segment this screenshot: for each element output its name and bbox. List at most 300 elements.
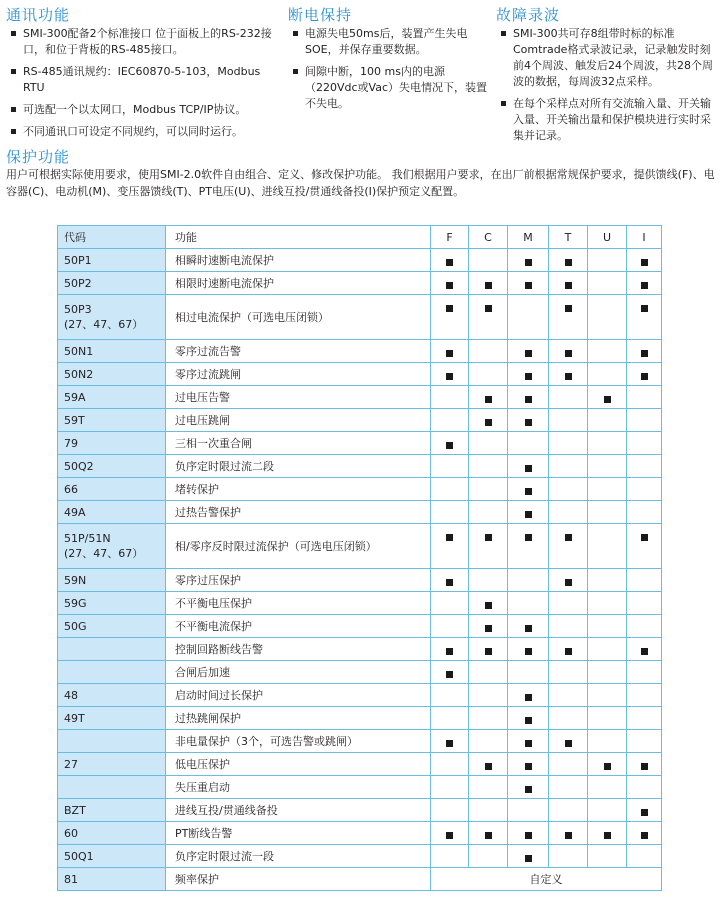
table-row	[58, 684, 662, 707]
table-row	[58, 524, 662, 569]
cell-type-m	[508, 776, 549, 799]
checkmark-square-icon	[446, 442, 453, 449]
cell-type-c	[469, 295, 508, 340]
cell-type-u	[588, 409, 627, 432]
cell-function: 三相一次重合闸	[166, 432, 431, 455]
list-item: SMI-300共可存8组带时标的标准Comtrade格式录波记录，记录触发时刻前4个周波、触发后24个周波，共28个周波的数据，每周波32点采样。	[497, 26, 717, 90]
checkmark-square-icon	[565, 282, 572, 289]
cell-type-m	[508, 363, 549, 386]
checkmark-square-icon	[485, 419, 492, 426]
code-text: 50P2	[64, 276, 92, 290]
table-row	[58, 409, 662, 432]
code-text: 79	[64, 436, 78, 450]
code-text: 59A	[64, 390, 86, 404]
cell-type-i	[627, 799, 662, 822]
cell-function: 启动时间过长保护	[166, 684, 431, 707]
cell-type-u	[588, 249, 627, 272]
checkmark-square-icon	[446, 534, 453, 541]
cell-function: 零序过压保护	[166, 569, 431, 592]
cell-type-t	[549, 409, 588, 432]
cell-type-i	[627, 753, 662, 776]
cell-code	[58, 776, 166, 799]
checkmark-square-icon	[604, 763, 611, 770]
cell-type-u	[588, 684, 627, 707]
checkmark-square-icon	[565, 534, 572, 541]
section-title-communication: 通讯功能	[6, 6, 71, 24]
cell-type-t	[549, 432, 588, 455]
cell-type-i	[627, 615, 662, 638]
checkmark-square-icon	[525, 625, 532, 632]
checkmark-square-icon	[604, 832, 611, 839]
cell-type-f	[431, 615, 469, 638]
code-text: 60	[64, 826, 78, 840]
checkmark-square-icon	[641, 832, 648, 839]
cell-function: 进线互投/贯通线备投	[166, 799, 431, 822]
cell-type-u	[588, 295, 627, 340]
cell-type-u	[588, 386, 627, 409]
section-title-power-retention: 断电保持	[288, 6, 353, 24]
list-item: 间隙中断，100 ms内的电源（220Vdc或Vac）失电情况下，装置不失电。	[289, 64, 489, 112]
code-text: BZT	[64, 803, 86, 817]
cell-type-c	[469, 638, 508, 661]
cell-type-m	[508, 661, 549, 684]
cell-type-t	[549, 799, 588, 822]
cell-type-m	[508, 569, 549, 592]
checkmark-square-icon	[525, 832, 532, 839]
cell-type-m	[508, 249, 549, 272]
cell-type-c	[469, 478, 508, 501]
cell-code	[58, 868, 166, 891]
cell-function: 失压重启动	[166, 776, 431, 799]
table-row	[58, 478, 662, 501]
cell-code	[58, 569, 166, 592]
cell-type-m	[508, 799, 549, 822]
table-row	[58, 501, 662, 524]
bullet-icon	[11, 129, 16, 134]
cell-type-t	[549, 638, 588, 661]
code-text: 59T	[64, 413, 85, 427]
section-title-fault-recording: 故障录波	[496, 6, 561, 24]
cell-type-t	[549, 524, 588, 569]
cell-type-f	[431, 363, 469, 386]
cell-type-u	[588, 455, 627, 478]
cell-function: 零序过流告警	[166, 340, 431, 363]
checkmark-square-icon	[485, 282, 492, 289]
cell-type-t	[549, 845, 588, 868]
protection-table-body	[58, 226, 662, 891]
cell-type-t	[549, 661, 588, 684]
cell-type-f	[431, 753, 469, 776]
cell-custom: 自定义	[431, 868, 662, 891]
cell-code	[58, 272, 166, 295]
checkmark-square-icon	[446, 832, 453, 839]
cell-type-f	[431, 524, 469, 569]
code-text: 66	[64, 482, 78, 496]
cell-type-c	[469, 569, 508, 592]
checkmark-square-icon	[446, 282, 453, 289]
cell-type-c	[469, 615, 508, 638]
checkmark-square-icon	[565, 373, 572, 380]
cell-type-i	[627, 707, 662, 730]
cell-type-f	[431, 340, 469, 363]
cell-type-i	[627, 524, 662, 569]
cell-type-f	[431, 822, 469, 845]
checkmark-square-icon	[485, 602, 492, 609]
checkmark-square-icon	[565, 740, 572, 747]
protection-table	[57, 225, 662, 891]
cell-function: 相瞬时速断电流保护	[166, 249, 431, 272]
cell-code	[58, 638, 166, 661]
cell-type-f	[431, 272, 469, 295]
cell-code	[58, 295, 166, 340]
cell-code	[58, 409, 166, 432]
code-text: 50N2	[64, 367, 94, 381]
cell-function: 过电压跳闸	[166, 409, 431, 432]
cell-type-i	[627, 272, 662, 295]
cell-type-c	[469, 363, 508, 386]
bullet-icon	[501, 101, 506, 106]
cell-type-t	[549, 363, 588, 386]
cell-type-u	[588, 478, 627, 501]
table-row	[58, 638, 662, 661]
checkmark-square-icon	[525, 534, 532, 541]
cell-type-u	[588, 776, 627, 799]
cell-type-i	[627, 661, 662, 684]
cell-function: 过电压告警	[166, 386, 431, 409]
cell-type-m	[508, 592, 549, 615]
checkmark-square-icon	[641, 373, 648, 380]
cell-type-c	[469, 386, 508, 409]
cell-type-c	[469, 524, 508, 569]
code-text: 81	[64, 872, 78, 886]
cell-type-u	[588, 799, 627, 822]
cell-type-f	[431, 501, 469, 524]
checkmark-square-icon	[446, 671, 453, 678]
checkmark-square-icon	[641, 282, 648, 289]
cell-type-c	[469, 776, 508, 799]
cell-code	[58, 340, 166, 363]
cell-type-i	[627, 776, 662, 799]
cell-type-m	[508, 340, 549, 363]
code-text: 59N	[64, 573, 87, 587]
cell-type-m	[508, 845, 549, 868]
cell-type-c	[469, 249, 508, 272]
cell-type-f	[431, 707, 469, 730]
cell-type-m	[508, 295, 549, 340]
cell-type-u	[588, 615, 627, 638]
cell-type-t	[549, 295, 588, 340]
code-text: 27	[64, 757, 78, 771]
checkmark-square-icon	[525, 488, 532, 495]
cell-code	[58, 524, 166, 569]
table-row	[58, 753, 662, 776]
header-function: 功能	[166, 226, 431, 249]
cell-type-i	[627, 340, 662, 363]
list-item: 电源失电50ms后，装置产生失电SOE，并保存重要数据。	[289, 26, 489, 58]
checkmark-square-icon	[525, 282, 532, 289]
cell-type-u	[588, 432, 627, 455]
cell-type-f	[431, 249, 469, 272]
cell-function: PT断线告警	[166, 822, 431, 845]
cell-function: 过热跳闸保护	[166, 707, 431, 730]
bullet-icon	[11, 107, 16, 112]
cell-type-t	[549, 615, 588, 638]
cell-type-m	[508, 501, 549, 524]
table-row	[58, 615, 662, 638]
cell-type-f	[431, 569, 469, 592]
protection-description: 用户可根据实际使用要求，使用SMI-2.0软件自由组合、定义、修改保护功能。 我们根据用户要求，在出厂前根据常规保护要求，提供馈线(F)、电容器(C)、电动机(M)、变压器馈线(T)、PT电压(U)、进线互投/贯通线备投(I)保护预定义配置。	[6, 168, 715, 198]
cell-type-i	[627, 845, 662, 868]
cell-function: 负序定时限过流一段	[166, 845, 431, 868]
cell-type-i	[627, 455, 662, 478]
list-item: RS-485通讯规约：IEC60870-5-103，Modbus RTU	[7, 64, 279, 96]
checkmark-square-icon	[525, 373, 532, 380]
code-subtext: (27、47、67）	[64, 547, 144, 560]
cell-type-m	[508, 478, 549, 501]
checkmark-square-icon	[525, 396, 532, 403]
cell-type-t	[549, 730, 588, 753]
checkmark-square-icon	[485, 832, 492, 839]
cell-type-m	[508, 707, 549, 730]
cell-type-c	[469, 409, 508, 432]
table-row	[58, 272, 662, 295]
cell-type-c	[469, 501, 508, 524]
checkmark-square-icon	[446, 373, 453, 380]
cell-type-m	[508, 753, 549, 776]
table-row	[58, 822, 662, 845]
cell-type-u	[588, 592, 627, 615]
cell-type-i	[627, 432, 662, 455]
cell-code	[58, 845, 166, 868]
cell-function: 负序定时限过流二段	[166, 455, 431, 478]
cell-type-i	[627, 409, 662, 432]
fault-recording-list	[497, 26, 717, 144]
code-text: 50G	[64, 619, 87, 633]
checkmark-square-icon	[525, 740, 532, 747]
cell-type-u	[588, 501, 627, 524]
cell-type-i	[627, 249, 662, 272]
checkmark-square-icon	[446, 350, 453, 357]
cell-type-c	[469, 822, 508, 845]
code-text: 49T	[64, 711, 85, 725]
checkmark-square-icon	[525, 350, 532, 357]
checkmark-square-icon	[525, 465, 532, 472]
checkmark-square-icon	[485, 625, 492, 632]
checkmark-square-icon	[641, 809, 648, 816]
checkmark-square-icon	[565, 832, 572, 839]
cell-type-i	[627, 478, 662, 501]
cell-type-u	[588, 753, 627, 776]
cell-type-u	[588, 272, 627, 295]
cell-type-u	[588, 363, 627, 386]
cell-function: 过热告警保护	[166, 501, 431, 524]
cell-type-t	[549, 707, 588, 730]
cell-type-t	[549, 753, 588, 776]
checkmark-square-icon	[485, 305, 492, 312]
checkmark-square-icon	[525, 419, 532, 426]
checkmark-square-icon	[565, 648, 572, 655]
checkmark-square-icon	[446, 740, 453, 747]
cell-type-i	[627, 501, 662, 524]
table-row	[58, 707, 662, 730]
cell-type-m	[508, 272, 549, 295]
cell-type-u	[588, 845, 627, 868]
checkmark-square-icon	[525, 763, 532, 770]
cell-type-t	[549, 249, 588, 272]
header-type-m: M	[508, 226, 549, 249]
cell-type-i	[627, 822, 662, 845]
table-row	[58, 455, 662, 478]
cell-type-i	[627, 569, 662, 592]
cell-type-c	[469, 730, 508, 753]
cell-type-c	[469, 432, 508, 455]
cell-function: 合闸后加速	[166, 661, 431, 684]
cell-type-c	[469, 753, 508, 776]
cell-type-f	[431, 730, 469, 753]
cell-code	[58, 661, 166, 684]
code-text: 51P/51N	[64, 532, 111, 545]
cell-function: 不平衡电流保护	[166, 615, 431, 638]
cell-type-m	[508, 730, 549, 753]
cell-type-u	[588, 569, 627, 592]
cell-type-i	[627, 684, 662, 707]
checkmark-square-icon	[525, 694, 532, 701]
cell-type-m	[508, 455, 549, 478]
table-row	[58, 295, 662, 340]
cell-type-m	[508, 409, 549, 432]
cell-code	[58, 615, 166, 638]
table-row	[58, 868, 662, 891]
cell-type-f	[431, 455, 469, 478]
cell-code	[58, 799, 166, 822]
code-text: 48	[64, 688, 78, 702]
cell-type-f	[431, 478, 469, 501]
code-text: 50Q2	[64, 459, 94, 473]
power-retention-list	[289, 26, 489, 112]
cell-type-f	[431, 776, 469, 799]
cell-type-c	[469, 684, 508, 707]
table-row	[58, 386, 662, 409]
checkmark-square-icon	[565, 305, 572, 312]
cell-type-c	[469, 845, 508, 868]
cell-type-f	[431, 432, 469, 455]
cell-type-t	[549, 501, 588, 524]
checkmark-square-icon	[641, 648, 648, 655]
cell-type-m	[508, 432, 549, 455]
checkmark-square-icon	[525, 717, 532, 724]
table-row	[58, 845, 662, 868]
code-text: 59G	[64, 596, 87, 610]
cell-function: 低电压保护	[166, 753, 431, 776]
bullet-icon	[501, 31, 506, 36]
cell-type-m	[508, 524, 549, 569]
cell-type-c	[469, 455, 508, 478]
cell-function: 相过电流保护（可选电压闭锁）	[166, 295, 431, 340]
checkmark-square-icon	[641, 534, 648, 541]
checkmark-square-icon	[525, 648, 532, 655]
section-title-protection: 保护功能	[6, 148, 71, 166]
table-row	[58, 661, 662, 684]
cell-type-t	[549, 455, 588, 478]
checkmark-square-icon	[641, 350, 648, 357]
table-row	[58, 776, 662, 799]
code-text: 50N1	[64, 344, 94, 358]
table-row	[58, 569, 662, 592]
list-item: SMI-300配备2个标准接口 位于面板上的RS-232接口，和位于背板的RS-485接口。	[7, 26, 279, 58]
code-text: 50P1	[64, 253, 92, 267]
header-type-i: I	[627, 226, 662, 249]
code-subtext: (27、47、67）	[64, 318, 144, 331]
cell-type-c	[469, 799, 508, 822]
list-item: 不同通讯口可设定不同规约，可以同时运行。	[7, 124, 279, 140]
cell-type-f	[431, 845, 469, 868]
checkmark-square-icon	[565, 350, 572, 357]
cell-function: 零序过流跳闸	[166, 363, 431, 386]
power-retention-section	[289, 26, 489, 118]
cell-type-t	[549, 822, 588, 845]
cell-type-m	[508, 822, 549, 845]
checkmark-square-icon	[485, 763, 492, 770]
cell-type-i	[627, 386, 662, 409]
bullet-icon	[11, 69, 16, 74]
cell-type-f	[431, 386, 469, 409]
cell-code	[58, 432, 166, 455]
cell-type-m	[508, 638, 549, 661]
checkmark-square-icon	[446, 259, 453, 266]
checkmark-square-icon	[485, 534, 492, 541]
cell-type-t	[549, 478, 588, 501]
table-row	[58, 730, 662, 753]
cell-function: 非电量保护（3个，可选告警或跳闸）	[166, 730, 431, 753]
cell-type-i	[627, 592, 662, 615]
checkmark-square-icon	[565, 579, 572, 586]
cell-type-f	[431, 661, 469, 684]
checkmark-square-icon	[604, 396, 611, 403]
checkmark-square-icon	[525, 855, 532, 862]
code-text: 50P3	[64, 303, 92, 316]
cell-type-m	[508, 684, 549, 707]
header-code: 代码	[58, 226, 166, 249]
cell-type-u	[588, 730, 627, 753]
header-type-c: C	[469, 226, 508, 249]
list-item: 在每个采样点对所有交流输入量、开关输入量、开关输出量和保护模块进行实时采集并记录。	[497, 96, 717, 144]
table-header-row	[58, 226, 662, 249]
table-row	[58, 799, 662, 822]
table-row	[58, 592, 662, 615]
fault-recording-section	[497, 26, 717, 150]
checkmark-square-icon	[446, 648, 453, 655]
cell-type-i	[627, 363, 662, 386]
checkmark-square-icon	[485, 396, 492, 403]
cell-function: 相限时速断电流保护	[166, 272, 431, 295]
cell-type-u	[588, 822, 627, 845]
cell-type-f	[431, 409, 469, 432]
header-type-u: U	[588, 226, 627, 249]
bullet-icon	[293, 69, 298, 74]
cell-function: 频率保护	[166, 868, 431, 891]
cell-type-c	[469, 661, 508, 684]
cell-code	[58, 822, 166, 845]
table-row	[58, 249, 662, 272]
cell-code	[58, 730, 166, 753]
communication-list	[7, 26, 279, 140]
cell-function: 堵转保护	[166, 478, 431, 501]
cell-code	[58, 455, 166, 478]
checkmark-square-icon	[485, 648, 492, 655]
cell-type-f	[431, 592, 469, 615]
checkmark-square-icon	[525, 786, 532, 793]
checkmark-square-icon	[525, 259, 532, 266]
